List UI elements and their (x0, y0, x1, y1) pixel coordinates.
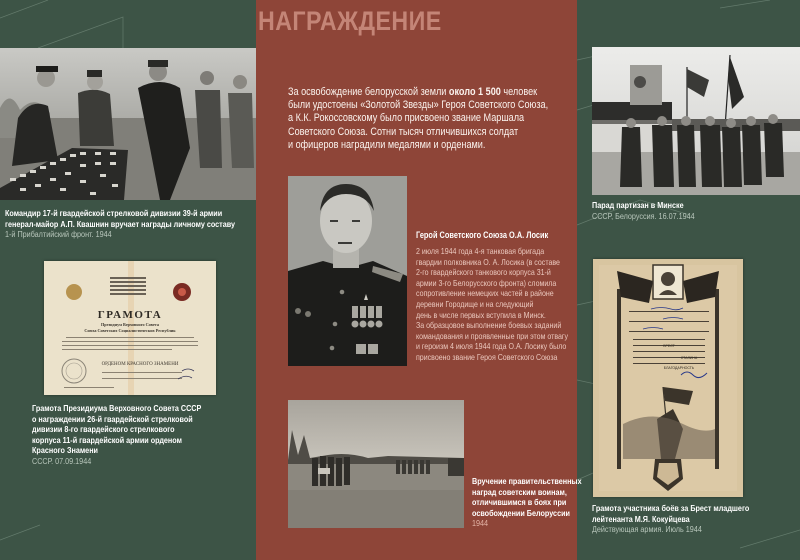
caption-parade: Парад партизан в Минске СССР, Белоруссия. 16.07.1944 (592, 200, 695, 221)
intro-line-5: и офицеров наградили медалями и орденами. (288, 138, 486, 151)
svg-text:Союза Советских Социалистическ: Союза Советских Социалистических Республик (84, 328, 176, 333)
document-gramota-brest (593, 259, 743, 497)
caption-ceremony: Вручение правительственных наград советским воинам, отличившимся в боях при освобождении Белоруссии 1944 (472, 476, 582, 529)
document-gramota-presidium (44, 261, 216, 395)
svg-text:Президиум Верховного Совета: Президиум Верховного Совета (101, 322, 159, 327)
caption-gramota-brest: Грамота участника боёв за Брест младшего лейтенанта М.Я. Кокуйцева Действующая армия. Июль 1944 (592, 503, 750, 535)
intro-highlight-count: около 1 500 (448, 86, 501, 98)
photo-kvashnin-awards (0, 48, 256, 200)
page-title: НАГРАЖДЕНИЕ (258, 6, 442, 36)
intro-line-3: а К.К. Рокоссовскому было присвоено звание Маршала (288, 112, 525, 125)
svg-text:БЛАГОДАРНОСТЬ: БЛАГОДАРНОСТЬ (663, 366, 695, 370)
intro-line-1: За освобождение белорусской земли около 1 500 человек (288, 86, 538, 98)
svg-text:ГРАМОТА: ГРАМОТА (97, 309, 163, 321)
intro-line-2: были удостоены «Золотой Звезды» Героя Советского Союза, (288, 99, 549, 112)
photo-award-ceremony (288, 400, 464, 528)
hero-text-losik: 2 июля 1944 года 4-я танковая бригада гвардии полковника О. А. Лосика (в составе 2-го гвардейского танкового корпуса 31-й армии 3-го Белорусского фронта) сломила сопротивление немецких частей в районе деревни Городище и на следующий день в числе первых вступила в Минск. За образцовое выполнение боевых заданий командования и проявленные при этом отвагу и героизм 4 июля 1944 года О.А. Лосику было присвоено звание Героя Советского Союза (416, 246, 569, 362)
portrait-losik (288, 176, 407, 366)
svg-text:ОРДЕНОМ КРАСНОГО ЗНАМЕНИ: ОРДЕНОМ КРАСНОГО ЗНАМЕНИ (101, 362, 179, 367)
svg-text:БРЕСТ: БРЕСТ (663, 344, 675, 348)
hero-title-losik: Герой Советского Союза О.А. Лосик (416, 230, 549, 240)
caption-kvashnin: Командир 17-й гвардейской стрелковой дивизии 39-й армии генерал-майор А.П. Квашнин вручает награды личному составу 1-й Прибалтийский фронт. 1944 (5, 208, 236, 240)
caption-gramota-presidium: Грамота Президиума Верховного Совета СССР о награждении 26-й гвардейской стрелковой дивизии 8-го гвардейского стрелкового корпуса 11-й гвардейской армии орденом Красного Знамени СССР. 07.09.1944 (32, 403, 202, 466)
intro-paragraph (288, 86, 572, 152)
intro-line-4: Советского Союза. Сотни тысяч отличившихся солдат (288, 125, 519, 138)
photo-partisan-parade (592, 47, 800, 195)
svg-text:СТАЛИНА: СТАЛИНА (680, 356, 698, 360)
